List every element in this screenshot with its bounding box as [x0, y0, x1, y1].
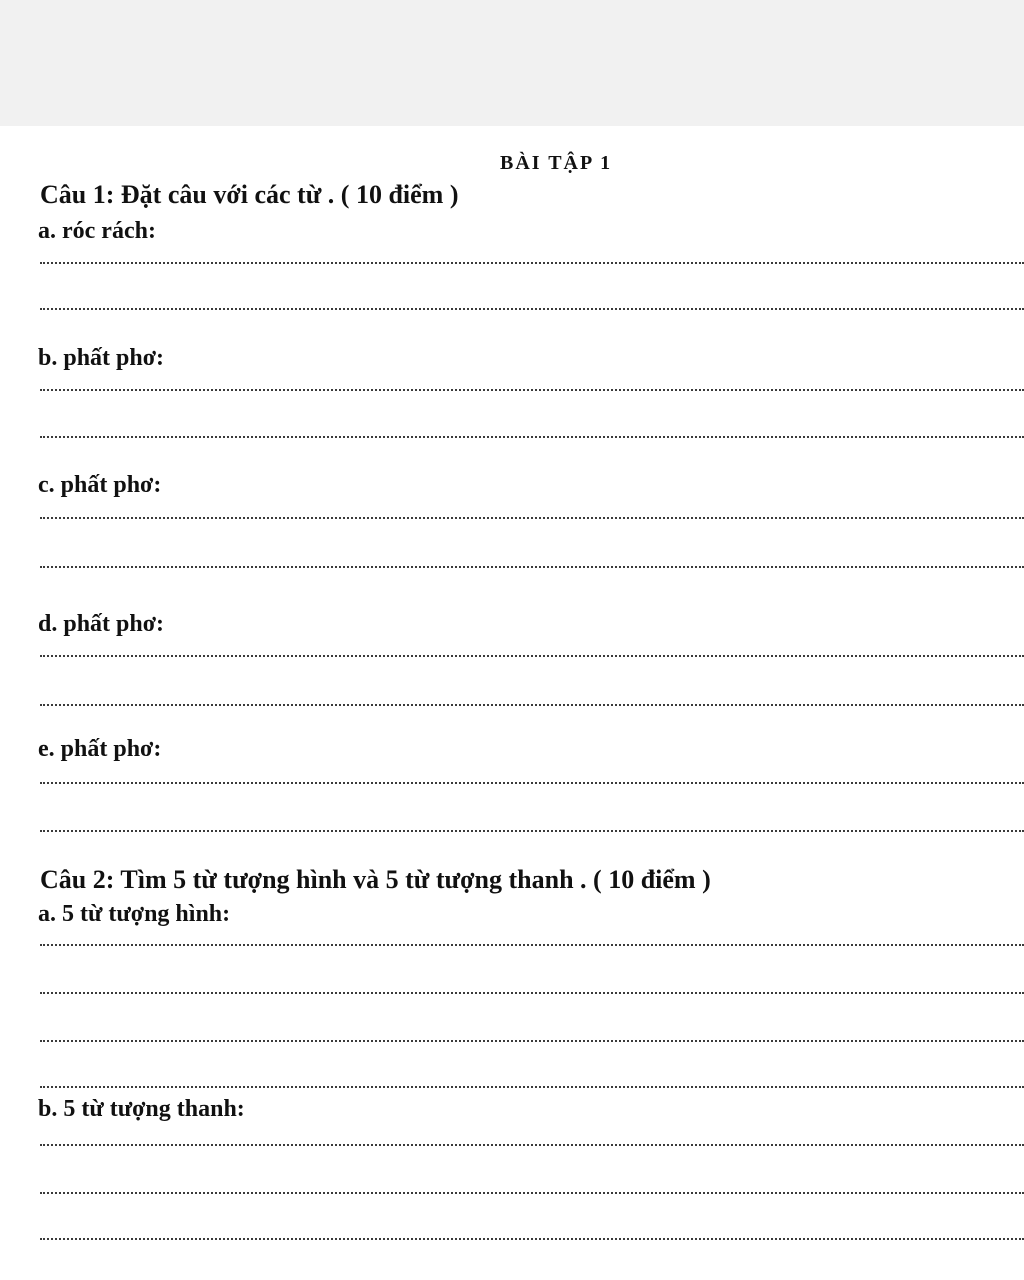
q1-item-c-label: c. phất phơ:: [38, 472, 162, 498]
answer-line: [40, 389, 1024, 391]
worksheet-title: BÀI TẬP 1: [500, 152, 613, 174]
answer-line: [40, 1040, 1024, 1042]
q1-item-d-label: d. phất phơ:: [38, 611, 165, 637]
question-1-prompt: Câu 1: Đặt câu với các từ . ( 10 điểm ): [40, 180, 459, 209]
question-2-prompt: Câu 2: Tìm 5 từ tượng hình và 5 từ tượng thanh . ( 10 điểm ): [40, 865, 711, 894]
top-margin-band: [0, 0, 1024, 126]
answer-line: [40, 830, 1024, 832]
q2-item-a-label: a. 5 từ tượng hình:: [38, 901, 231, 927]
answer-line: [40, 517, 1024, 519]
answer-line: [40, 1086, 1024, 1088]
worksheet-page: [0, 126, 1024, 1280]
answer-line: [40, 992, 1024, 994]
answer-line: [40, 262, 1024, 264]
answer-line: [40, 436, 1024, 438]
q1-item-e-label: e. phất phơ:: [38, 736, 162, 762]
answer-line: [40, 308, 1024, 310]
q1-item-a-label: a. róc rách:: [38, 218, 156, 244]
answer-line: [40, 1238, 1024, 1240]
answer-line: [40, 566, 1024, 568]
answer-line: [40, 782, 1024, 784]
answer-line: [40, 704, 1024, 706]
q1-item-b-label: b. phất phơ:: [38, 345, 165, 371]
answer-line: [40, 944, 1024, 946]
q2-item-b-label: b. 5 từ tượng thanh:: [38, 1096, 245, 1122]
answer-line: [40, 1144, 1024, 1146]
answer-line: [40, 655, 1024, 657]
answer-line: [40, 1192, 1024, 1194]
